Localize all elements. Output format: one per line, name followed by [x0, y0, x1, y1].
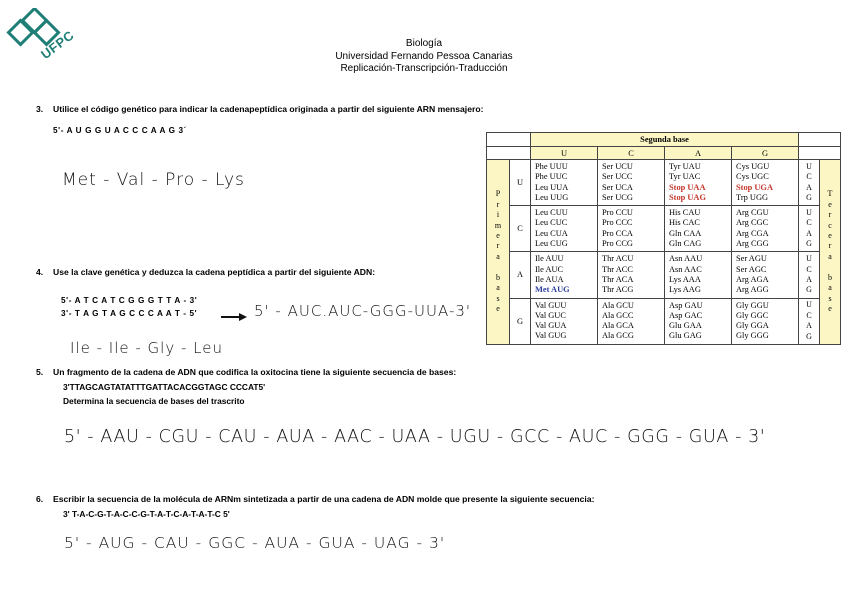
q5-handwritten-answer: 5' - AAU - CGU - CAU - AUA - AAC - UAA - UGU - GCC - AUC - GGG - GUA - 3': [64, 427, 766, 447]
codon-cell: [665, 160, 732, 206]
codon-entry: Phe UUU: [535, 162, 568, 171]
codon-entry: Ala GCU: [602, 300, 634, 310]
codon-cell: [531, 252, 598, 298]
codon-entry: Cys UGU: [736, 162, 770, 171]
codon-entry: Ala GCC: [602, 310, 634, 320]
table-corner: [487, 133, 531, 147]
second-base-header: Segunda base: [531, 133, 799, 147]
codon-cell: [732, 298, 799, 344]
genetic-code-table: [486, 132, 841, 345]
document-header: [0, 38, 848, 76]
q3-sequence: 5'- A U G G U A C C C A A G 3´: [53, 126, 187, 135]
codon-entry: Tyr UAC: [669, 172, 701, 182]
codon-entry: Gly GGU: [736, 300, 769, 310]
codon-entry: Tyr UAU: [669, 162, 701, 171]
third-base-label-letter: r: [828, 210, 832, 220]
codon-entry: Trp UGG: [736, 192, 769, 202]
first-base-value: C: [510, 206, 531, 252]
third-base-letter: A: [806, 182, 812, 192]
q6-handwritten-answer: 5' - AUG - CAU - GGC - AUA - GUA - UAG - 3': [64, 534, 446, 552]
third-base-label: [820, 160, 841, 345]
codon-cell: [531, 206, 598, 252]
question-text: Un fragmento de la cadena de ADN que codifica la oxitocina tiene la siguiente secuencia de bases:: [53, 367, 457, 377]
codon-entry: Arg AGA: [736, 274, 769, 284]
codon-entry: Ser UCG: [602, 192, 633, 202]
codon-cell: [598, 206, 665, 252]
codon-entry: Leu CUU: [535, 208, 568, 218]
column-header: G: [732, 147, 799, 160]
codon-entry: His CAU: [669, 208, 701, 218]
header-university: Universidad Fernando Pessoa Canarias: [335, 50, 513, 62]
codon-entry: Gln CAA: [669, 228, 702, 238]
codon-entry: Ile AUA: [535, 274, 564, 284]
third-base-value: [799, 252, 820, 298]
codon-entry: Ser AGC: [736, 264, 767, 274]
codon-entry: Thr ACU: [602, 254, 634, 264]
first-base-letter: [489, 262, 507, 272]
codon-entry: Pro CCC: [602, 218, 633, 228]
third-base-label-letter: e: [828, 199, 832, 209]
third-base-value: [799, 206, 820, 252]
q4-handwritten-mrna: 5' - AUC.AUC-GGG-UUA-3': [254, 302, 472, 320]
header-subject: Biología: [405, 38, 443, 49]
question-number: 3.: [36, 104, 44, 114]
third-base-label-letter: r: [828, 241, 832, 251]
codon-entry: Thr ACG: [602, 285, 634, 295]
third-base-label-letter: [822, 262, 838, 272]
question-3: [36, 104, 483, 114]
codon-entry: Gly GGG: [736, 331, 769, 341]
first-base-letter: m: [494, 220, 502, 230]
column-header: U: [531, 147, 598, 160]
codon-entry: Arg CGC: [736, 218, 769, 228]
codon-entry: Asn AAU: [669, 254, 703, 264]
q4-sequence-3: 3'- T A G T A G C C C A A T - 5': [61, 309, 198, 318]
codon-entry: Pro CCG: [602, 239, 633, 249]
third-base-label-letter: b: [828, 272, 832, 282]
q4-handwritten-answer: Ile - Ile - Gly - Leu: [70, 339, 223, 357]
codon-cell: [665, 252, 732, 298]
codon-entry: Pro CCA: [602, 228, 633, 238]
q5-sequence: 3'TTAGCAGTATATTTGATTACACGGTAGC CCCAT5': [63, 382, 266, 392]
codon-entry: Asn AAC: [669, 264, 702, 274]
codon-entry: Asp GAU: [669, 300, 703, 310]
first-base-letter: r: [496, 199, 500, 209]
codon-cell: [665, 298, 732, 344]
codon-entry: Arg CGU: [736, 208, 769, 218]
codon-cell: [732, 206, 799, 252]
third-base-letter: C: [806, 218, 812, 228]
codon-cell: [531, 298, 598, 344]
question-6: [36, 494, 594, 504]
codon-row: [487, 298, 841, 344]
third-base-letter: C: [806, 310, 812, 320]
first-base-letter: e: [496, 303, 500, 313]
codon-entry: Arg CGG: [736, 239, 769, 249]
codon-entry: Ile AUU: [535, 254, 564, 264]
codon-entry: Glu GAG: [669, 331, 702, 341]
codon-row: [487, 160, 841, 206]
codon-entry: Leu CUC: [535, 218, 568, 228]
first-base-letter: a: [496, 283, 500, 293]
codon-entry: Ser UCU: [602, 162, 633, 171]
table-corner-right: [799, 147, 841, 160]
codon-entry: Asp GAC: [669, 310, 703, 320]
third-base-letter: G: [806, 193, 812, 202]
q5-instruction: Determina la secuencia de bases del trascrito: [63, 396, 245, 406]
third-base-label-letter: e: [828, 231, 832, 241]
third-base-letter: U: [806, 207, 812, 217]
question-text: Escribir la secuencia de la molécula de ARNm sintetizada a partir de una cadena de ADN molde que presente la siguiente secuencia:: [53, 494, 595, 504]
third-base-letter: G: [806, 239, 812, 249]
first-base-letter: r: [496, 241, 500, 251]
third-base-value: [799, 160, 820, 206]
codon-entry: Ile AUC: [535, 264, 564, 274]
q4-sequence-5: 5'- A T C A T C G G G T T A - 3': [61, 296, 198, 305]
codon-entry: Glu GAA: [669, 321, 702, 331]
first-base-value: G: [510, 298, 531, 344]
codon-entry: Pro CCU: [602, 208, 633, 218]
codon-entry: Thr ACC: [602, 264, 633, 274]
codon-entry: Ser AGU: [736, 254, 767, 264]
third-base-label-letter: T: [827, 189, 833, 199]
third-base-letter: U: [806, 300, 812, 310]
codon-cell: [531, 160, 598, 206]
question-4: [36, 267, 375, 277]
codon-entry: Ala GCG: [602, 331, 634, 341]
arrow-icon: [220, 309, 250, 319]
third-base-label-letter: e: [828, 303, 832, 313]
codon-entry: Ala GCA: [602, 321, 634, 331]
codon-entry: Val GUG: [535, 331, 567, 341]
table-header-row: [487, 133, 841, 147]
q6-sequence: 3' T-A-C-G-T-A-C-C-G-T-A-T-C-A-T-A-T-C 5': [63, 509, 230, 519]
first-base-letter: s: [496, 293, 500, 303]
codon-entry: Leu UUA: [535, 182, 569, 192]
codon-entry: Gln CAG: [669, 239, 702, 249]
codon-entry: His CAC: [669, 218, 700, 228]
third-base-letter: C: [806, 172, 812, 182]
third-base-letter: G: [806, 331, 812, 341]
question-text: Use la clave genética y deduzca la cadena peptídica a partir del siguiente ADN:: [53, 267, 376, 277]
codon-entry: Met AUG: [535, 285, 570, 295]
third-base-label-letter: c: [828, 220, 832, 230]
codon-entry: Val GUA: [535, 321, 567, 331]
codon-cell: [598, 160, 665, 206]
column-header: A: [665, 147, 732, 160]
question-number: 5.: [36, 367, 44, 377]
first-base-label: [487, 160, 510, 345]
codon-entry: Stop UAA: [669, 182, 706, 192]
table-corner-right: [799, 133, 841, 147]
column-header: C: [598, 147, 665, 160]
first-base-value: A: [510, 252, 531, 298]
codon-entry: Leu CUA: [535, 228, 568, 238]
first-base-letter: b: [496, 272, 500, 282]
q3-handwritten-answer: Met - Val - Pro - Lys: [62, 170, 245, 190]
codon-entry: Lys AAA: [669, 274, 701, 284]
first-base-letter: a: [496, 251, 500, 261]
question-5: [36, 367, 456, 377]
codon-entry: Stop UGA: [736, 182, 773, 192]
codon-cell: [598, 298, 665, 344]
third-base-letter: A: [806, 274, 812, 284]
codon-entry: Arg CGA: [736, 228, 769, 238]
header-topic: Replicación-Transcripción-Traducción: [340, 63, 508, 74]
question-number: 4.: [36, 267, 44, 277]
codon-entry: Lys AAG: [669, 285, 701, 295]
codon-entry: Ser UCC: [602, 172, 633, 182]
codon-entry: Leu UUG: [535, 192, 569, 202]
codon-cell: [598, 252, 665, 298]
third-base-letter: G: [806, 285, 812, 295]
codon-row: [487, 252, 841, 298]
codon-entry: Stop UAG: [669, 192, 706, 202]
third-base-label-letter: a: [828, 251, 832, 261]
table-column-header-row: [487, 147, 841, 160]
third-base-letter: A: [806, 321, 812, 331]
third-base-letter: U: [806, 254, 812, 264]
codon-cell: [665, 206, 732, 252]
codon-entry: Thr ACA: [602, 274, 634, 284]
codon-entry: Gly GGC: [736, 310, 769, 320]
third-base-label-letter: s: [828, 293, 832, 303]
first-base-value: U: [510, 160, 531, 206]
codon-entry: Gly GGA: [736, 321, 769, 331]
question-number: 6.: [36, 494, 44, 504]
first-base-letter: e: [496, 231, 500, 241]
question-text: Utilice el código genético para indicar la cadenapeptídica originada a partir del siguiente ARN mensajero:: [53, 104, 484, 114]
codon-entry: Leu CUG: [535, 239, 568, 249]
codon-cell: [732, 160, 799, 206]
first-base-letter: P: [495, 189, 501, 199]
codon-cell: [732, 252, 799, 298]
codon-entry: Val GUC: [535, 310, 566, 320]
codon-row: [487, 206, 841, 252]
logo-text: UFPC: [38, 27, 77, 62]
third-base-letter: U: [806, 161, 812, 171]
codon-entry: Val GUU: [535, 300, 567, 310]
third-base-value: [799, 298, 820, 344]
table-corner: [487, 147, 531, 160]
third-base-label-letter: a: [828, 283, 832, 293]
codon-entry: Cys UGC: [736, 172, 769, 182]
third-base-letter: A: [806, 228, 812, 238]
first-base-letter: i: [496, 210, 500, 220]
codon-entry: Arg AGG: [736, 285, 769, 295]
codon-entry: Phe UUC: [535, 172, 568, 182]
third-base-letter: C: [806, 264, 812, 274]
codon-entry: Ser UCA: [602, 182, 633, 192]
